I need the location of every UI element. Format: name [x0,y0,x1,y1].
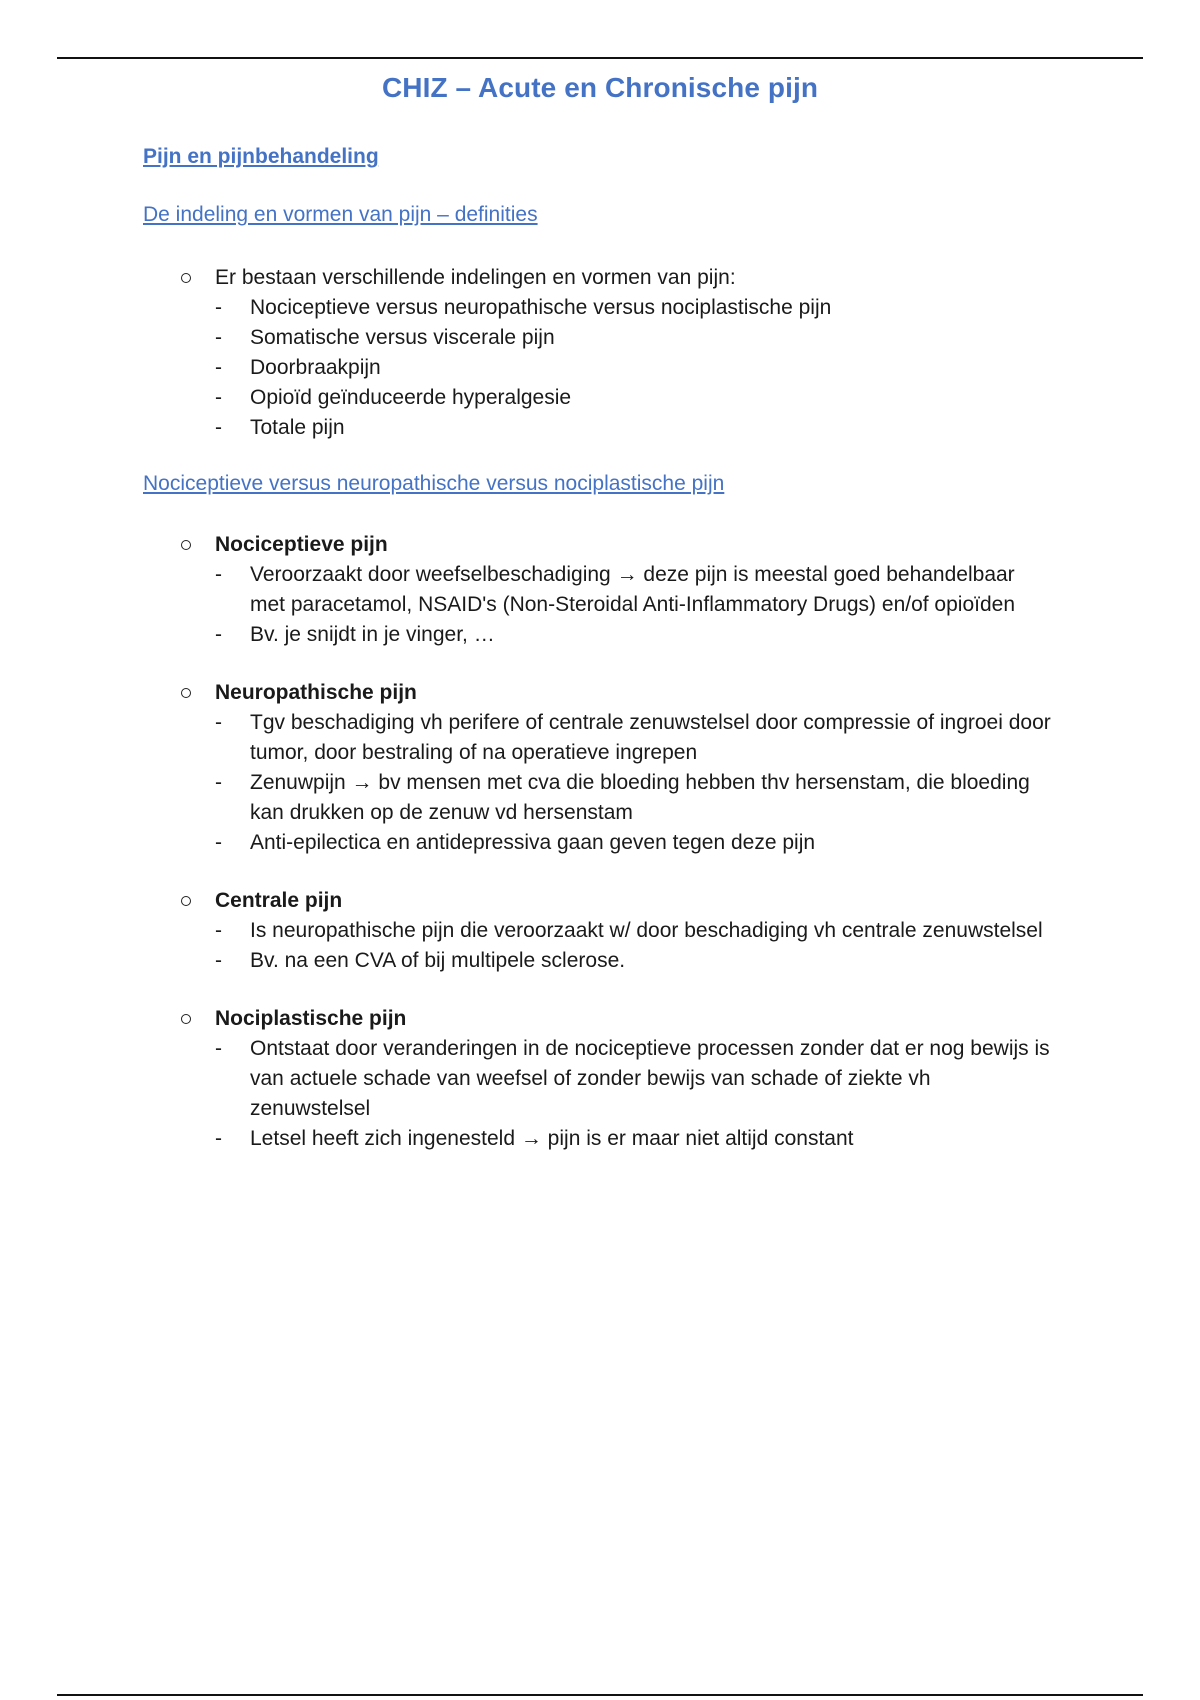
list-item [215,383,1055,413]
list-item [0,678,1200,708]
section-item-text: Veroorzaakt door weefselbeschadiging → deze pijn is meestal goed behandelbaar met paracetamol, NSAID's (Non-Steroidal Anti-Inflammatory Drugs) en/of opioïden [250,563,1016,616]
spacer [0,650,1200,678]
list-item [215,353,1055,383]
section-neuropathische-pijn [0,678,1200,858]
list-item [215,946,1055,976]
list-item [215,293,1055,323]
intro-item-text: Totale pijn [250,416,345,439]
spacer [0,976,1200,1004]
pain-types-list [0,530,1200,1154]
circle-bullet-icon [181,688,191,698]
circle-bullet-icon [181,273,191,283]
list-item [215,323,1055,353]
heading-pijn-en-pijnbehandeling: Pijn en pijnbehandeling [143,145,379,168]
intro-bullet-text: Er bestaan verschillende indelingen en vormen van pijn: [215,266,736,289]
dash-bullet-icon: - [215,1037,222,1060]
section-nociplastische-pijn [0,1004,1200,1154]
dash-bullet-icon: - [215,563,222,586]
footer-rule [57,1694,1143,1696]
page-title: CHIZ – Acute en Chronische pijn [381,72,819,103]
list-item [0,530,1200,560]
circle-bullet-icon [181,540,191,550]
circle-bullet-icon [181,1014,191,1024]
heading-pijntypes: Nociceptieve versus neuropathische versus nociplastische pijn [143,472,725,495]
section-title: Centrale pijn [215,889,343,912]
section-title: Nociceptieve pijn [215,533,388,556]
section-item-text: Bv. je snijdt in je vinger, … [250,623,495,646]
list-item [215,708,1055,768]
intro-item-text: Nociceptieve versus neuropathische versus nociplastische pijn [250,296,832,319]
list-item [0,1004,1200,1034]
dash-bullet-icon: - [215,771,222,794]
circle-bullet-icon [181,896,191,906]
section-item-text: Tgv beschadiging vh perifere of centrale zenuwstelsel door compressie of ingroei door tumor, door bestraling of na operatieve ingrepen [250,711,1051,764]
intro-item-text: Somatische versus viscerale pijn [250,326,555,349]
list-item [215,1124,1055,1154]
list-item [0,263,1200,293]
heading-indeling-definities: De indeling en vormen van pijn – definities [143,203,538,226]
section-title: Nociplastische pijn [215,1007,407,1030]
list-item [215,768,1055,828]
section-centrale-pijn [0,886,1200,976]
dash-bullet-icon: - [215,386,222,409]
dash-bullet-icon: - [215,711,222,734]
dash-bullet-icon: - [215,919,222,942]
section-item-text: Letsel heeft zich ingenesteld → pijn is er maar niet altijd constant [250,1127,854,1150]
intro-item-text: Opioïd geïnduceerde hyperalgesie [250,386,572,409]
dash-bullet-icon: - [215,1127,222,1150]
header-rule [57,57,1143,59]
section-item-text: Ontstaat door veranderingen in de nociceptieve processen zonder dat er nog bewijs is van actuele schade van weefsel of zonder bewijs van schade of ziekte vh zenuwstelsel [250,1037,1050,1120]
list-item [215,560,1055,620]
spacer [0,858,1200,886]
list-item [215,916,1055,946]
section-item-text: Bv. na een CVA of bij multipele sclerose. [250,949,626,972]
list-item [215,1034,1055,1124]
list-item [215,413,1055,443]
dash-bullet-icon: - [215,356,222,379]
dash-bullet-icon: - [215,416,222,439]
intro-item-text: Doorbraakpijn [250,356,381,379]
dash-bullet-icon: - [215,296,222,319]
list-item [215,620,1055,650]
list-item [215,828,1055,858]
dash-bullet-icon: - [215,949,222,972]
section-item-text: Anti-epilectica en antidepressiva gaan geven tegen deze pijn [250,831,816,854]
section-item-text: Zenuwpijn → bv mensen met cva die bloeding hebben thv hersenstam, die bloeding kan drukken op de zenuw vd hersenstam [250,771,1030,824]
list-item [0,886,1200,916]
section-title: Neuropathische pijn [215,681,417,704]
dash-bullet-icon: - [215,623,222,646]
dash-bullet-icon: - [215,326,222,349]
intro-list [0,263,1200,443]
section-nociceptieve-pijn [0,530,1200,650]
dash-bullet-icon: - [215,831,222,854]
section-item-text: Is neuropathische pijn die veroorzaakt w/ door beschadiging vh centrale zenuwstelsel [250,919,1043,942]
